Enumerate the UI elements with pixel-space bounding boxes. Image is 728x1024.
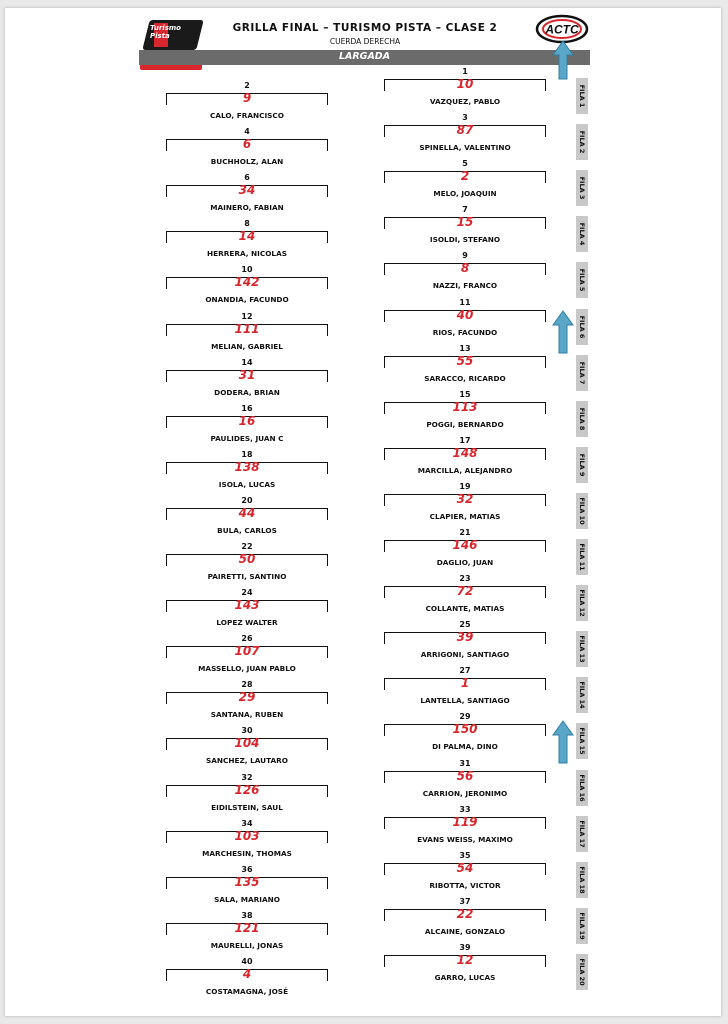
grid-position: 16 bbox=[241, 403, 253, 413]
row-label bbox=[576, 493, 588, 529]
driver-name: EIDILSTEIN, SAUL bbox=[211, 802, 283, 812]
row-label bbox=[576, 954, 588, 990]
grid-position: 29 bbox=[459, 712, 471, 722]
row-label-text: FILA 14 bbox=[578, 681, 586, 709]
car-number: 135 bbox=[234, 874, 260, 889]
driver-name: GARRO, LUCAS bbox=[434, 972, 496, 982]
row-label bbox=[576, 216, 588, 252]
car-number: 34 bbox=[238, 183, 256, 198]
row-label-text: FILA 15 bbox=[578, 727, 586, 756]
row-label-text: FILA 5 bbox=[578, 268, 586, 292]
driver-name: LANTELLA, SANTIAGO bbox=[420, 696, 510, 706]
grid-position: 8 bbox=[244, 219, 250, 229]
car-number: 138 bbox=[234, 459, 260, 474]
driver-name: SPINELLA, VALENTINO bbox=[419, 143, 511, 153]
car-number: 126 bbox=[234, 782, 260, 797]
grid-position: 40 bbox=[241, 956, 253, 966]
car-number: 10 bbox=[456, 77, 474, 91]
grid-position: 33 bbox=[459, 804, 471, 814]
car-number: 15 bbox=[456, 215, 474, 230]
grid-position: 21 bbox=[459, 528, 471, 537]
grid-position: 15 bbox=[459, 389, 471, 399]
grid-position: 9 bbox=[462, 251, 468, 261]
row-label bbox=[576, 539, 588, 575]
row-label-text: FILA 3 bbox=[578, 176, 586, 200]
grid-position: 3 bbox=[462, 113, 468, 123]
row-label bbox=[576, 170, 588, 206]
largada-label: LARGADA bbox=[338, 51, 391, 62]
driver-name: EVANS WEISS, MAXIMO bbox=[417, 834, 513, 844]
car-number: 6 bbox=[242, 137, 252, 152]
row-label bbox=[576, 447, 588, 483]
car-number: 16 bbox=[238, 413, 256, 428]
row-label-text: FILA 2 bbox=[578, 130, 586, 154]
driver-name: ARRIGONI, SANTIAGO bbox=[420, 650, 510, 660]
car-number: 50 bbox=[238, 552, 256, 566]
row-label bbox=[576, 401, 588, 437]
car-number: 12 bbox=[456, 952, 474, 967]
grid-position: 17 bbox=[459, 435, 471, 445]
row-label bbox=[576, 723, 588, 759]
row-label bbox=[576, 816, 588, 852]
driver-name: PAULIDES, JUAN C bbox=[210, 433, 284, 443]
driver-name: VAZQUEZ, PABLO bbox=[429, 97, 501, 106]
car-number: 54 bbox=[456, 860, 474, 875]
grid-position: 14 bbox=[241, 357, 253, 367]
grid-position: 35 bbox=[459, 850, 471, 860]
row-label-text: FILA 7 bbox=[578, 361, 586, 385]
row-label-text: FILA 4 bbox=[578, 222, 586, 246]
driver-name: MELO, JOAQUIN bbox=[433, 189, 497, 199]
grid-position: 23 bbox=[459, 574, 471, 584]
row-label-text: FILA 10 bbox=[578, 497, 586, 525]
row-label bbox=[576, 262, 588, 298]
grid-position: 37 bbox=[459, 896, 471, 906]
row-label-text: FILA 12 bbox=[578, 589, 586, 617]
row-label-text: FILA 8 bbox=[578, 407, 586, 431]
grid-position: 12 bbox=[241, 311, 253, 321]
row-label-text: FILA 11 bbox=[578, 543, 586, 571]
row-label-text: FILA 18 bbox=[578, 866, 586, 894]
arrow-up-icon bbox=[552, 40, 574, 80]
grid-position: 27 bbox=[459, 666, 471, 676]
grid-position: 39 bbox=[459, 942, 471, 952]
grid-position: 34 bbox=[241, 818, 253, 828]
car-number: 56 bbox=[456, 768, 474, 783]
driver-name: MAURELLI, JONAS bbox=[210, 940, 284, 950]
car-number: 143 bbox=[234, 598, 260, 613]
grid-position: 10 bbox=[241, 265, 253, 275]
car-number: 40 bbox=[456, 307, 474, 322]
driver-name: DODERA, BRIAN bbox=[214, 387, 280, 397]
arrow-up-icon bbox=[552, 720, 574, 764]
driver-name: MELIAN, GABRIEL bbox=[211, 341, 283, 351]
driver-name: COSTAMAGNA, JOSÉ bbox=[205, 986, 289, 996]
car-number: 107 bbox=[234, 644, 260, 659]
grid-position: 4 bbox=[244, 127, 250, 137]
row-label-text: FILA 1 bbox=[578, 84, 586, 108]
driver-name: RIOS, FACUNDO bbox=[432, 327, 498, 337]
car-number: 148 bbox=[452, 445, 478, 460]
driver-name: SALA, MARIANO bbox=[214, 894, 280, 904]
car-number: 8 bbox=[460, 261, 470, 276]
car-number: 39 bbox=[456, 630, 474, 645]
turismo-pista-tiempos-logo: Turismo Pista bbox=[140, 20, 202, 76]
grid-position: 20 bbox=[241, 495, 253, 505]
driver-name: MASSELLO, JUAN PABLO bbox=[198, 664, 296, 674]
driver-name: MAINERO, FABIAN bbox=[210, 203, 284, 213]
driver-name: SARACCO, RICARDO bbox=[424, 373, 506, 383]
driver-name: BUCHHOLZ, ALAN bbox=[210, 157, 284, 167]
car-number: 111 bbox=[234, 321, 260, 336]
car-number: 142 bbox=[234, 275, 260, 290]
grid-position: 19 bbox=[459, 481, 471, 491]
grid-position: 5 bbox=[462, 159, 468, 169]
car-number: 121 bbox=[234, 920, 260, 935]
row-label-text: FILA 19 bbox=[578, 912, 586, 940]
arrow-up-icon bbox=[552, 310, 574, 354]
driver-name: PAIRETTI, SANTINO bbox=[207, 572, 287, 581]
car-number: 72 bbox=[456, 584, 474, 599]
car-number: 1 bbox=[460, 676, 470, 691]
driver-name: MARCILLA, ALEJANDRO bbox=[417, 465, 513, 475]
car-number: 150 bbox=[452, 722, 478, 737]
row-label bbox=[576, 677, 588, 713]
driver-name: LOPEZ WALTER bbox=[216, 618, 278, 628]
car-number: 146 bbox=[452, 538, 478, 552]
row-label bbox=[576, 585, 588, 621]
driver-name: SANCHEZ, LAUTARO bbox=[206, 756, 288, 766]
driver-name: POGGI, BERNARDO bbox=[426, 419, 504, 429]
driver-name: CALO, FRANCISCO bbox=[210, 111, 284, 120]
grid-position: 11 bbox=[459, 297, 471, 307]
grid-position: 36 bbox=[241, 864, 253, 874]
car-number: 29 bbox=[238, 690, 256, 705]
row-label-text: FILA 17 bbox=[578, 819, 586, 848]
grid-position: 25 bbox=[459, 620, 471, 630]
car-number: 113 bbox=[452, 399, 478, 414]
row-label bbox=[576, 309, 588, 345]
car-number: 87 bbox=[456, 123, 474, 138]
row-label-text: FILA 16 bbox=[578, 773, 586, 802]
car-number: 22 bbox=[456, 906, 474, 921]
row-label-text: FILA 20 bbox=[578, 958, 586, 986]
grid-position: 32 bbox=[241, 772, 253, 782]
grid-position: 6 bbox=[244, 173, 250, 183]
driver-name: NAZZI, FRANCO bbox=[432, 281, 498, 291]
driver-name: RIBOTTA, VICTOR bbox=[429, 880, 501, 890]
grid-position: 7 bbox=[462, 205, 468, 215]
car-number: 103 bbox=[234, 828, 260, 843]
driver-name: BULA, CARLOS bbox=[217, 525, 277, 535]
car-number: 14 bbox=[238, 229, 256, 244]
car-number: 44 bbox=[238, 505, 256, 520]
grid-position: 2 bbox=[244, 81, 250, 90]
driver-name: DAGLIO, JUAN bbox=[436, 558, 494, 567]
driver-name: DI PALMA, DINO bbox=[432, 742, 498, 752]
car-number: 55 bbox=[456, 353, 474, 368]
driver-name: CARRION, JERONIMO bbox=[422, 788, 508, 798]
driver-name: HERRERA, NICOLAS bbox=[207, 249, 287, 259]
driver-name: COLLANTE, MATIAS bbox=[425, 604, 505, 614]
grid-position: 13 bbox=[459, 343, 471, 353]
grid-position: 30 bbox=[241, 726, 253, 736]
car-number: 9 bbox=[242, 91, 252, 105]
driver-name: ONANDIA, FACUNDO bbox=[205, 295, 289, 305]
driver-name: CLAPIER, MATIAS bbox=[429, 511, 501, 521]
row-label-text: FILA 13 bbox=[578, 635, 586, 663]
driver-name: ALCAINE, GONZALO bbox=[424, 926, 506, 936]
car-number: 4 bbox=[242, 966, 252, 981]
grid-position: 22 bbox=[241, 542, 253, 551]
car-number: 31 bbox=[238, 367, 256, 382]
grid-position: 38 bbox=[241, 910, 253, 920]
row-label bbox=[576, 862, 588, 898]
car-number: 104 bbox=[234, 736, 260, 751]
grid-sheet bbox=[5, 8, 721, 1016]
driver-name: MARCHESIN, THOMAS bbox=[202, 848, 292, 858]
car-number: 2 bbox=[460, 169, 470, 184]
row-label-text: FILA 9 bbox=[578, 453, 586, 477]
row-label bbox=[576, 78, 588, 114]
page-title: GRILLA FINAL – TURISMO PISTA – CLASE 2 bbox=[232, 22, 498, 34]
car-number: 32 bbox=[456, 491, 474, 506]
row-label bbox=[576, 631, 588, 667]
row-label bbox=[576, 355, 588, 391]
page-subtitle: CUERDA DERECHA bbox=[329, 37, 401, 46]
row-label bbox=[576, 124, 588, 160]
grid-position: 28 bbox=[241, 680, 253, 690]
driver-name: SANTANA, RUBEN bbox=[210, 710, 284, 720]
grid-position: 31 bbox=[459, 758, 471, 768]
car-number: 119 bbox=[452, 814, 478, 829]
svg-text:ACTC: ACTC bbox=[545, 22, 579, 37]
driver-name: ISOLA, LUCAS bbox=[218, 479, 276, 489]
row-label-text: FILA 6 bbox=[578, 315, 586, 338]
grid-position: 24 bbox=[241, 588, 253, 598]
grid-position: 1 bbox=[462, 67, 468, 76]
row-label bbox=[576, 908, 588, 944]
driver-name: ISOLDI, STEFANO bbox=[429, 235, 501, 245]
grid-position: 18 bbox=[241, 449, 253, 459]
row-label bbox=[576, 770, 588, 806]
grid-position: 26 bbox=[241, 634, 253, 644]
